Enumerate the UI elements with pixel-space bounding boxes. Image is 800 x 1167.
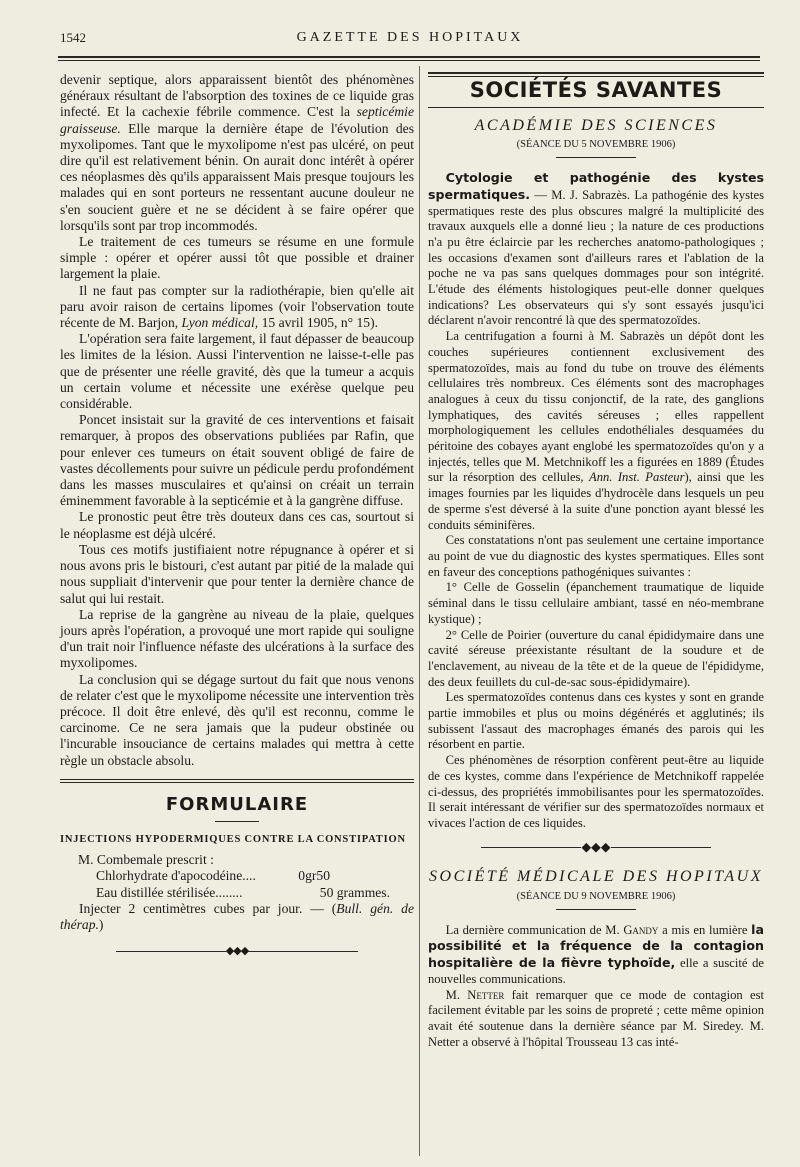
title-rule (556, 909, 636, 910)
header-rule (58, 56, 760, 58)
header-rule-thin (58, 60, 760, 61)
paragraph (60, 72, 414, 234)
text: elle a suscité de nouvelles communications. (428, 956, 764, 986)
text: Il ne faut pas compter sur la radiothérapie, bien qu'elle ait paru avoir raison de certains lipomes (voir l'observation toute récente de M. Barjon, (60, 282, 414, 331)
recipe-item (60, 868, 414, 884)
text: La centrifugation a fourni à M. Sabrazès un dépôt dont les couches supérieures contiennent exclusivement des spermatozoïdes, mais au fond du tube on trouve des éléments cellulaires très nombreux. Ces éléments sont des macrophages analogues à ceux du tissu conjonctif, de la rate, des ganglions lymphatiques, des cavités séreuses ; elles rappellent morphologiquement les cellules endothéliales desquamées du péritoine des cobayes ayant englobé les spermatozoïdes qu'on y a injectés, telles que M. Metchnikoff les a figurées en 1889 (Études sur la résorption des cellules, (428, 329, 764, 485)
italic-text: Ann. Inst. Pasteur (589, 470, 685, 485)
prescriber-line: M. Combemale prescrit : (78, 852, 214, 868)
formulaire-subtitle: INJECTIONS HYPODERMIQUES CONTRE LA CONSTIPATION (60, 833, 406, 845)
paragraph (428, 170, 764, 329)
title-rule (215, 821, 259, 822)
paragraph: Ces constatations n'ont pas seulement une certaine importance au point de vue du diagnostic des kystes spermatiques. Elles sont en faveur des conceptions pathogéniques suivantes : (428, 533, 764, 579)
text: La dernière communication de M. (445, 922, 624, 937)
text: La pathogénie des kystes spermatiques reste des plus obscures malgré la multiplicité des travaux auxquels elle a donné lieu ; la nature de ces productions n'a pu être éclaircie par les recherches anatomo-pathologiques ; les occasions d'examen sont d'ailleurs rares et l'ablation de la poche ne va pas sans quelques dommages pour son intégrité. L'étude des éléments histologiques peut-elle donner quelques indications? Les observateurs qui s'y sont essayés jusqu'ici déclarent n'avoir rencontré là que des spermatozoïdes. (428, 187, 764, 328)
article-author: — M. J. Sabrazès. (530, 187, 631, 202)
seance-date: (SÉANCE DU 9 NOVEMBRE 1906) (516, 891, 676, 903)
paragraph: L'opération sera faite largement, il faut dépasser de beaucoup les limites de la lésion. Aussi l'intervention ne laisse-t-elle pas que de présenter une réelle gravité, dès que la tumeur a acquis un certain volume et nécessite une exérèse quelque peu considérable. (60, 331, 414, 412)
recipe-ingredient: Eau distillée stérilisée........ (96, 884, 243, 900)
paragraph: 1° Celle de Gosselin (épanchement traumatique de liquide séminal dans le tissu cellulaire ambiant, tassé en néo-membrane kystique) ; (428, 580, 764, 626)
text: ) (98, 916, 104, 932)
section-rule-thin (428, 76, 764, 77)
italic-text: Lyon médical, (181, 315, 259, 331)
page-number: 1542 (60, 30, 86, 45)
paragraph: Tous ces motifs justifiaient notre répugnance à opérer et si nous avons pris le bistouri, c'est autant par pitié de la malade qui nous suppliait d'intervenir que pour tenter la dernière chance de salut qui lui restait. (60, 541, 414, 606)
bold-text: la possibilité et la fréquence de la contagion hospitalière de la fièvre typhoïde, (428, 921, 764, 971)
section-rule (428, 72, 764, 74)
recipe-ingredient: Chlorhydrate d'apocodéine.... (96, 868, 256, 884)
article-title: Cytologie et pathogénie des kystes spermatiques. (428, 170, 764, 202)
formulaire-title: FORMULAIRE (165, 793, 309, 815)
title-rule (556, 157, 636, 158)
text: ), ainsi que les images fournies par les liquides d'hydrocèle dans lesquels un peu de sperme s'est déversé à la suite d'une ponction ayant blessé les conduits séminifères. (428, 470, 765, 532)
source-citation: Bull. gén. de thérap. (60, 900, 414, 932)
end-ornament: ◆◆◆ (60, 943, 414, 959)
text: fait remarquer que ce mode de contagion est facilement évitable par les soins de propreté ; cette même opinion avait été soutenue dans la dernière séance par M. Siredey. M. Netter a observé à l'hôpital Trousseau 13 cas inté- (428, 987, 765, 1049)
paragraph: Ces phénomènes de résorption confèrent peut-être au liquide de ces kystes, comme dans l'expérience de Metchnikoff rappelée ci-dessus, des propriétés immobilisantes pour les spermatozoïdes. Il serait intéressant de vérifier sur des spermatozoïdes normaux et vivaces l'action de ces liquides. (428, 753, 764, 830)
paragraph (60, 283, 414, 332)
section-ornament: ◆◆◆ (428, 840, 764, 856)
paragraph (428, 329, 764, 533)
column-divider (419, 66, 420, 1156)
paragraph: 2° Celle de Poirier (ouverture du canal épididymaire dans une cavité séreuse préexistante résultant de la soudure et de l'enclavement, au niveau de la tête et de la queue de l'épididyme, des deux feuillets du cul-de-sac sous-épididymaire). (428, 627, 764, 689)
page-header (60, 30, 760, 52)
recipe-dose: 0gr50 (298, 868, 330, 884)
right-column (428, 72, 764, 1050)
left-column (60, 72, 414, 959)
person-name: Netter (467, 987, 505, 1002)
recipe-dose: 50 grammes. (319, 884, 390, 900)
italic-text: septicémie graisseuse. (60, 104, 414, 136)
seance-date: (SÉANCE DU 5 NOVEMBRE 1906) (516, 139, 676, 151)
person-name: Gandy (623, 922, 659, 937)
text: Injecter 2 centimètres cubes par jour. — ( (79, 900, 337, 916)
societe-title: SOCIÉTÉ MÉDICALE DES HOPITAUX (429, 868, 763, 886)
academy-title: ACADÉMIE DES SCIENCES (474, 116, 718, 134)
journal-title: GAZETTE DES HOPITAUX (296, 30, 524, 45)
text: devenir septique, alors apparaissent bientôt des phénomènes généraux résultant de l'absorption des toxines de ce liquide gras infecté. Et la cachexie fébrile commence. C'est la (60, 72, 414, 120)
text: 15 avril 1905, n° 15). (258, 315, 379, 331)
paragraph: Le pronostic peut être très douteux dans ces cas, sourtout si le néoplasme est déjà ulcéré. (60, 509, 414, 541)
text: a mis en lumière (658, 922, 752, 937)
paragraph: La conclusion qui se dégage surtout du fait que nous venons de relater c'est que le myxolipome nécessite une intervention très précoce. Il doit être enlevé, dès qu'il est reconnu, comme le carcinome. Ce ne sera jamais que la pudeur obstinée ou l'incurable insouciance de certains malades qui mettra à cette règle un obstacle absolu. (60, 671, 414, 768)
recipe-instruction (60, 901, 414, 933)
paragraph: Poncet insistait sur la gravité de ces interventions et faisait remarquer, à propos des observations publiées par Rafin, que pour enlever ces tumeurs on était souvent obligé de faire de vastes décollements pour suivre un pédicule perdu profondément dans les masses musculaires et qu'ainsi on créait un terrain éminemment favorable à la septicémie et à la gangrène diffuse. (60, 412, 414, 509)
paragraph (428, 988, 764, 1051)
paragraph (428, 922, 764, 988)
recipe-item (60, 885, 414, 901)
section-rule (428, 107, 764, 108)
paragraph: Le traitement de ces tumeurs se résume en une formule simple : opérer et opérer aussi tôt que possible et drainer largement la plaie. (60, 234, 414, 282)
section-separator (60, 779, 414, 783)
paragraph: Les spermatozoïdes contenus dans ces kystes y sont en grande partie immobiles et plus ou moins dégénérés et agglutinés; ils subissent l'assaut des macrophages émanés des parois qui les résorbent en partie. (428, 690, 764, 752)
societes-title: SOCIÉTÉS SAVANTES (469, 78, 723, 102)
text: M. (445, 987, 468, 1002)
paragraph: La reprise de la gangrène au niveau de la plaie, quelques jours après l'opération, a provoqué une mort rapide qui souligne d'un trait noir l'influence néfaste des ulcérations à la surface des myxolipomes. (60, 606, 414, 671)
text: Elle marque la dernière étape de l'évolution des myxolipomes. Tant que le myxolipome n'est pas ulcéré, on peut dire qu'il est relativement bénin. On aurait donc intérêt à opérer ces néoplasmes dès qu'ils apparaissent Mais presque toujours les malades qui en sont porteurs ne ressentant aucune douleur ne s'en soucient guère et ne se décident à se faire opérer que lorsqu'ils sont par trop incommodés. (60, 120, 414, 233)
